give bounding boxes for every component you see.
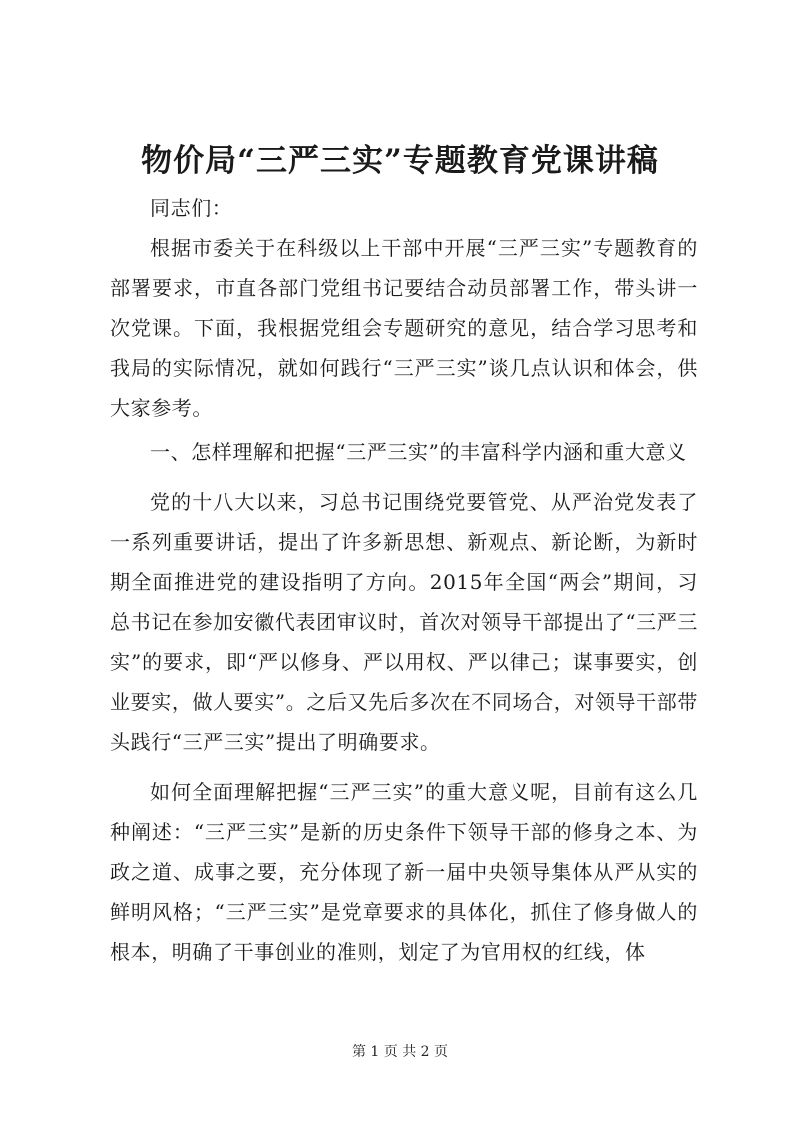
- section-heading-1: 一、怎样理解和把握“三严三实”的丰富科学内涵和重大意义: [150, 440, 687, 464]
- paragraph-significance: 如何全面理解把握“三严三实”的重大意义呢，目前有这么几种阐述：“三严三实”是新的历史条件下领导干部的修身之本、为政之道、成事之要，充分体现了新一届中央领导集体从严从实的鲜明风格；“三严三实”是党章要求的具体化，抓住了修身做人的根本，明确了干事创业的准则，划定了为官用权的红线，体: [110, 780, 698, 964]
- paragraph-intro: 根据市委关于在科级以上干部中开展“三严三实”专题教育的部署要求，市直各部门党组书记要结合动员部署工作，带头讲一次党课。下面，我根据党组会专题研究的意见，结合学习思考和我局的实际情况，就如何践行“三严三实”谈几点认识和体会，供大家参考。: [110, 236, 698, 420]
- salutation: 同志们：: [150, 196, 233, 220]
- document-title: 物价局“三严三实”专题教育党课讲稿: [141, 143, 659, 179]
- page-number-footer: 第 1 页 共 2 页: [351, 1044, 449, 1060]
- paragraph-background: 党的十八大以来，习总书记围绕党要管党、从严治党发表了一系列重要讲话，提出了许多新思想、新观点、新论断，为新时期全面推进党的建设指明了方向。2015年全国“两会”期间，习总书记在参加安徽代表团审议时，首次对领导干部提出了“三严三实”的要求，即“严以修身、严以用权、严以律己；谋事要实，创业要实，做人要实”。之后又先后多次在不同场合，对领导干部带头践行“三严三实”提出了明确要求。: [110, 490, 698, 754]
- document-body: [110, 188, 698, 972]
